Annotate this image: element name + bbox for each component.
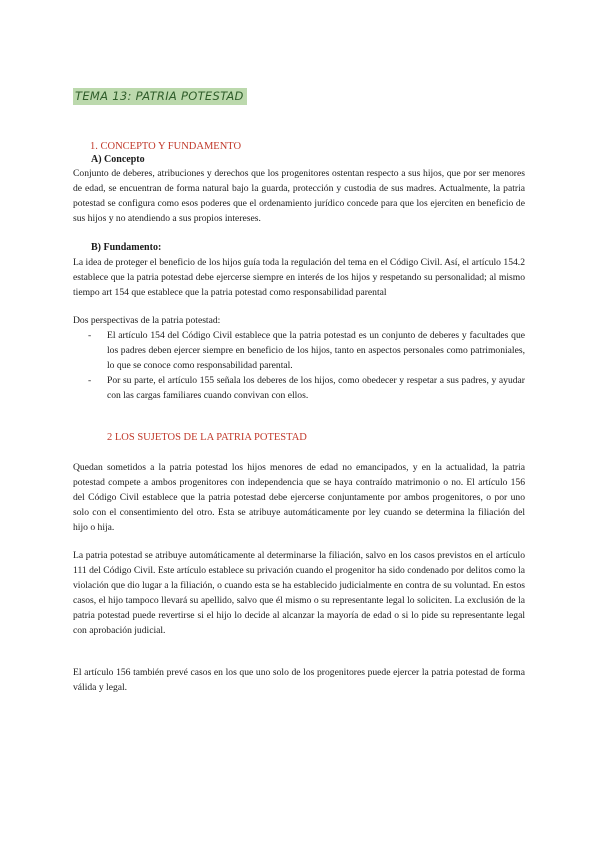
list-item: - Por su parte, el artículo 155 señala los deberes de los hijos, como obedecer y respetar a sus padres, y ayudar con las cargas familiares cuando convivan con ellos. — [88, 375, 525, 401]
sujetos-paragraph-3: El artículo 156 también prevé casos en los que uno solo de los progenitores puede ejercer la patria potestad de forma válida y legal. — [73, 667, 525, 693]
fundamento-paragraph: La idea de proteger el beneficio de los hijos guía toda la regulación del tema en el Código Civil. Así, el artículo 154.2 establece que la patria potestad debe ejercerse siempre en interés de los hijos y respetando su personalidad; al mismo tiempo art 154 que establece que la patria potestad como responsabilidad parental — [73, 257, 525, 298]
perspectivas-list — [88, 328, 525, 403]
perspectivas-intro: Dos perspectivas de la patria potestad: — [73, 315, 221, 326]
section-1-heading: 1. CONCEPTO Y FUNDAMENTO — [90, 141, 242, 152]
section-2-heading: 2 LOS SUJETOS DE LA PATRIA POTESTAD — [107, 432, 307, 443]
page-title: TEMA 13: PATRIA POTESTAD — [73, 88, 247, 105]
list-item: - El artículo 154 del Código Civil establece que la patria potestad es un conjunto de deberes y facultades que los padres deben ejercer siempre en beneficio de los hijos, tanto en aspectos personales como patrimoniales, lo que se conoce como responsabilidad parental. — [88, 330, 525, 371]
concepto-paragraph: Conjunto de deberes, atribuciones y derechos que los progenitores ostentan respecto a sus hijos, que por ser menores de edad, se encuentran de forma natural bajo la guarda, protección y custodia de sus madres. Actualmente, la patria potestad se configura como esos poderes que el ordenamiento jurídico concede para que los ejerciten en beneficio de sus hijos y no atendiendo a sus propios intereses. — [73, 168, 525, 224]
subsection-b-heading: B) Fundamento: — [91, 242, 162, 253]
list-item-text: Por su parte, el artículo 155 señala los deberes de los hijos, como obedecer y respetar a sus padres, y ayudar con las cargas familiares cuando convivan con ellos. — [107, 375, 525, 401]
list-item-text: El artículo 154 del Código Civil establece que la patria potestad es un conjunto de deberes y facultades que los padres deben ejercer siempre en beneficio de los hijos, tanto en aspectos personales como patrimoniales, lo que se conoce como responsabilidad parental. — [107, 330, 525, 371]
sujetos-paragraph-2: La patria potestad se atribuye automáticamente al determinarse la filiación, salvo en los casos previstos en el artículo 111 del Código Civil. Este artículo establece su privación cuando el progenitor ha sido condenado por delitos como la violación que dio lugar a la filiación, o cuando esta se ha establecido judicialmente en contra de su voluntad. En estos casos, el hijo tampoco llevará su apellido, salvo que él mismo o su representante legal lo soliciten. La exclusión de la patria potestad puede revertirse si el hijo lo decide al alcanzar la mayoría de edad o si lo pide su representante legal con aprobación judicial. — [73, 550, 525, 636]
sujetos-paragraph-1: Quedan sometidos a la patria potestad los hijos menores de edad no emancipados, y en la actualidad, la patria potestad compete a ambos progenitores con independencia que se haya contraído matrimonio o no. El artículo 156 del Código Civil establece que la patria potestad debe ejercerse conjuntamente por ambos progenitores, o por uno solo con el consentimiento del otro. Esta se atribuye automáticamente por ley cuando se determina la filiación del hijo o hija. — [73, 462, 525, 533]
subsection-a-heading: A) Concepto — [91, 154, 145, 165]
